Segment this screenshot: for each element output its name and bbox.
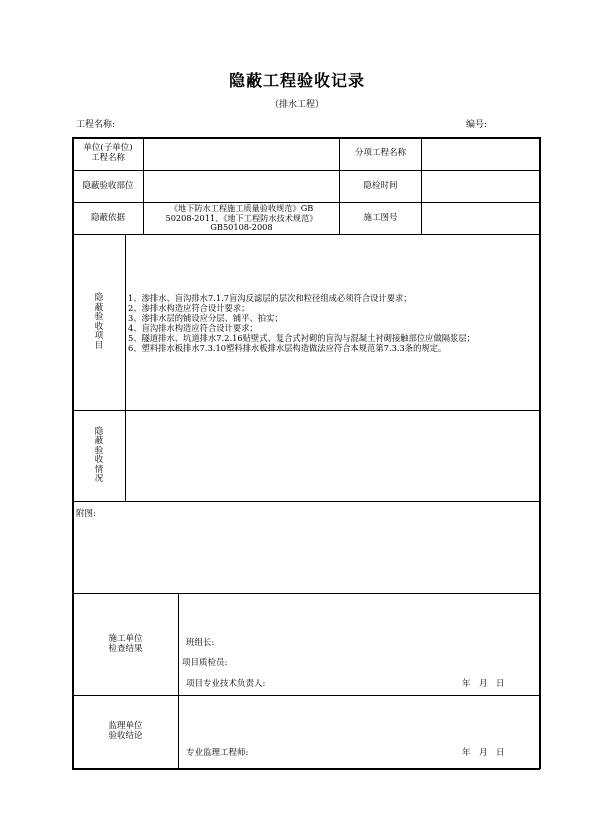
inspection-time-field[interactable]: [422, 171, 539, 202]
construction-unit-label: [73, 594, 178, 695]
list-item: 4、盲沟排水构造应符合设计要求；: [128, 322, 258, 333]
hidden-part-label: 隐蔽验收部位: [82, 180, 134, 191]
number-label: 编号:: [466, 120, 488, 130]
label-char: 蔽: [94, 436, 104, 446]
supervision-date: 年 月 日: [462, 748, 505, 758]
hidden-items-list: [126, 235, 539, 410]
drawing-number-label: 施工图号: [363, 212, 398, 223]
construction-date: 年 月 日: [462, 679, 505, 689]
inspection-time-label: 隐检时间: [363, 180, 398, 191]
hidden-items-label: [73, 235, 125, 410]
label-char: 验: [94, 312, 104, 322]
column-divider: [178, 593, 179, 768]
unit-name-label: [73, 138, 143, 170]
unit-name-label-line2: 工程名称: [90, 153, 125, 163]
basis-value: [144, 203, 339, 234]
construction-label-line1: 施工单位: [108, 633, 143, 644]
tech-leader-label: 项目专业技术负责人:: [186, 679, 266, 689]
basis-label: 隐蔽依据: [90, 212, 125, 223]
sub-project-field[interactable]: [422, 138, 539, 170]
label-char: 项: [94, 331, 104, 341]
list-item: 3、渗排水层的铺设应分层、铺平、拍实；: [128, 312, 283, 323]
hidden-part-field[interactable]: [144, 171, 339, 202]
label-char: 蔽: [94, 302, 104, 313]
page-subtitle: （排水工程）: [269, 100, 324, 110]
sub-project-label: 分项工程名称: [354, 148, 406, 159]
label-char: 目: [94, 340, 104, 351]
table-border-right: [539, 137, 541, 769]
unit-name-field[interactable]: [144, 138, 339, 170]
supervision-label-line2: 验收结论: [108, 731, 143, 741]
supervision-engineer-label: 专业监理工程师:: [186, 748, 249, 758]
basis-line1: 《地下防水工程施工质量验收规范》GB: [169, 203, 314, 214]
drawing-number-field[interactable]: [422, 203, 539, 234]
list-item: 2、渗排水构造应符合设计要求；: [128, 302, 250, 313]
project-name-label: 工程名称:: [76, 120, 116, 130]
basis-line2: 50208-2011、《地下工程防水技术规范》: [165, 212, 318, 223]
row-divider: [72, 501, 540, 502]
label-char: 况: [94, 474, 104, 484]
list-item: 1、渗排水、盲沟排水7.1.7盲沟反滤层的层次和粒径组成必须符合设计要求；: [128, 292, 412, 303]
team-leader-label: 班组长:: [186, 638, 215, 648]
label-char: 隐: [94, 293, 104, 303]
attachment-label: 附图:: [76, 509, 96, 519]
label-char: 验: [94, 445, 104, 456]
quality-inspector-label: 项目质检员:: [182, 658, 228, 668]
unit-name-label-line1: 单位(子单位): [83, 143, 133, 154]
label-char: 隐: [94, 426, 104, 437]
hidden-situation-label: [73, 411, 125, 501]
basis-line3: GB50108-2008: [210, 222, 273, 233]
label-char: 收: [94, 321, 104, 332]
table-border-bottom: [72, 768, 540, 770]
page-title: 隐蔽工程验收记录: [228, 71, 365, 90]
label-char: 收: [94, 455, 104, 465]
attachment-area[interactable]: [73, 525, 539, 593]
supervision-label-line1: 监理单位: [108, 721, 143, 732]
hidden-situation-field[interactable]: [126, 411, 539, 501]
list-item: 6、塑料排水板排水7.3.10塑料排水板排水层构造做法应符合本规范第7.3.3条的规定。: [128, 342, 447, 353]
construction-label-line2: 检查结果: [108, 643, 143, 654]
label-char: 情: [94, 464, 104, 475]
supervision-unit-label: [73, 696, 178, 768]
list-item: 5、隧道排水、坑道排水7.2.16贴壁式、复合式衬砌的盲沟与混凝土衬砌接触部位应做隔浆层；: [128, 332, 475, 343]
